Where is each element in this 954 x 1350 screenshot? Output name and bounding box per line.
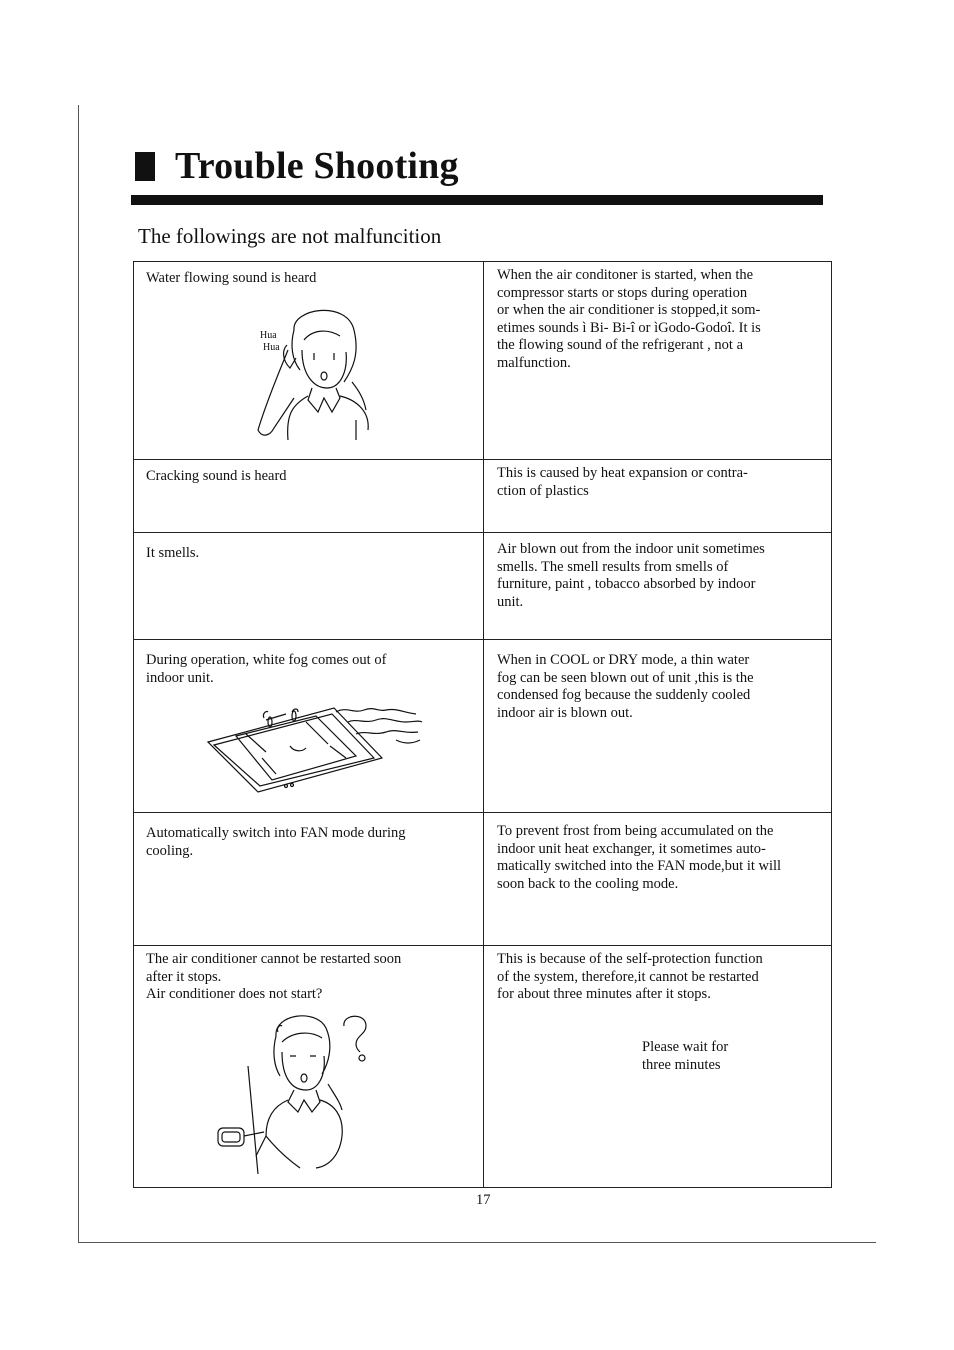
row-divider xyxy=(134,639,831,640)
row-divider xyxy=(134,459,831,460)
explanation-cell: This is caused by heat expansion or contra- ction of plastics xyxy=(497,465,748,499)
listening-person-illustration xyxy=(252,300,382,445)
row-divider xyxy=(134,945,831,946)
illustration-caption: Hua xyxy=(263,342,280,353)
title-marker-block xyxy=(135,152,155,181)
page-margin-line-horizontal xyxy=(78,1242,876,1243)
wait-note: Please wait for three minutes xyxy=(642,1039,729,1073)
symptom-cell: Water flowing sound is heard xyxy=(146,270,317,286)
indoor-unit-fog-illustration xyxy=(206,700,426,796)
illustration-caption: Hua xyxy=(260,330,277,341)
symptom-cell: Cracking sound is heard xyxy=(146,468,287,484)
page-number: 17 xyxy=(476,1192,491,1208)
explanation-cell: When in COOL or DRY mode, a thin water fog can be seen blown out of unit ,this is the condensed fog because the suddenly cooled indoor air is blown out. xyxy=(497,652,754,721)
explanation-cell: Air blown out from the indoor unit sometimes smells. The smell results from smells of furniture, paint , tobacco absorbed by indoor unit. xyxy=(497,541,765,610)
symptom-cell: It smells. xyxy=(146,545,200,561)
page-margin-line-vertical xyxy=(78,105,79,1243)
explanation-cell: This is because of the self-protection function of the system, therefore,it cannot be restarted for about three minutes after it stops. xyxy=(497,951,763,1003)
page-title: Trouble Shooting xyxy=(175,145,459,187)
title-underline-bar xyxy=(131,195,823,205)
section-subtitle: The followings are not malfuncition xyxy=(138,224,442,248)
symptom-cell: The air conditioner cannot be restarted soon after it stops. Air conditioner does not start? xyxy=(146,951,402,1003)
explanation-cell: When the air conditoner is started, when the compressor starts or stops during operation or when the air conditioner is stopped,it som- etimes sounds ì Bi- Bi-î or ìGodo-Godoî. It is the flowing sound of the refrigerant , not a malfunction. xyxy=(497,267,761,371)
symptom-cell: During operation, white fog comes out of indoor unit. xyxy=(146,652,387,686)
explanation-cell: To prevent frost from being accumulated on the indoor unit heat exchanger, it sometimes auto- matically switched into the FAN mode,but it will soon back to the cooling mode. xyxy=(497,823,782,892)
symptom-cell: Automatically switch into FAN mode during cooling. xyxy=(146,825,406,859)
troubleshooting-table xyxy=(133,261,832,1188)
row-divider xyxy=(134,532,831,533)
row-divider xyxy=(134,812,831,813)
column-divider xyxy=(483,262,484,1187)
confused-person-illustration xyxy=(216,1006,386,1176)
